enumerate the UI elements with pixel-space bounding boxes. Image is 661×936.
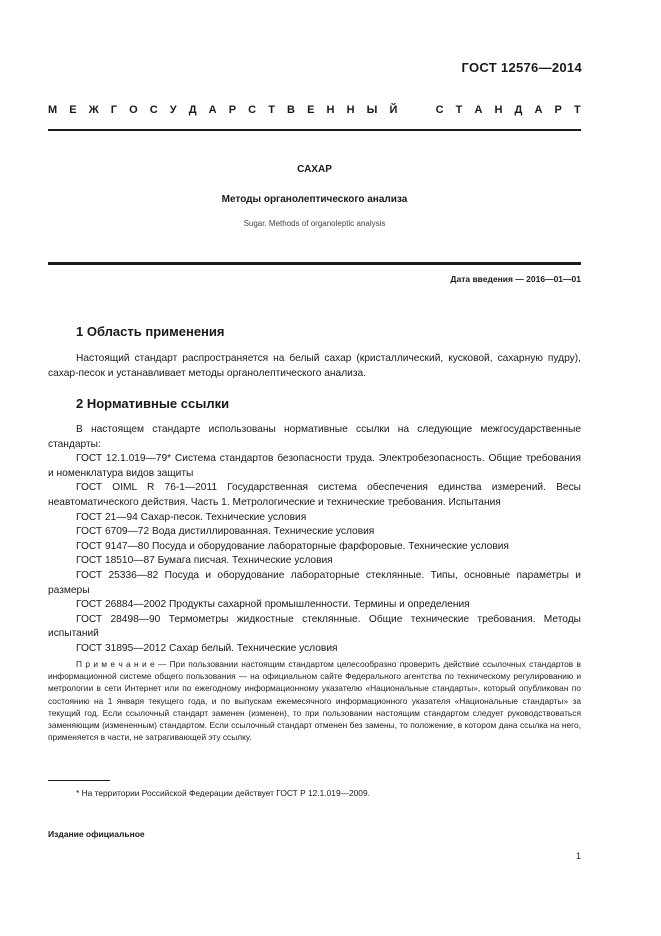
reference-item: ГОСТ 6709—72 Вода дистиллированная. Технические условия (76, 526, 375, 538)
banner-letter: Т (268, 104, 275, 116)
banner-letter: Г (110, 104, 117, 116)
banner-letter: Р (228, 104, 237, 116)
footnote-rule (48, 780, 110, 781)
banner-letter: В (287, 104, 295, 116)
banner-letter: Т (573, 104, 581, 116)
note-text: — При пользовании настоящим стандартом целесообразно проверить действие ссылочных стандартов в информационной системе общего пользования — на официальном сайте Федерального агентства по техническому регулированию и метрологии в сети Интернет или по ежегодному информационному указателю «Национальные стандарты», который опубликован по состоянию на 1 января текущего года, и по выпускам ежемесячного информационного указателя «Национальные стандарты» за текущий год. Если ссылочный стандарт заменен (изменен), то при пользовании настоящим стандартом следует руководствоваться заменяющим (измененным) стандартом. Если ссылочный стандарт отменен без замены, то положение, в котором дана ссылка на него, применяется в части, не затрагивающей эту ссылку. (48, 659, 581, 743)
reference-item: ГОСТ 28498—90 Термометры жидкостные стеклянные. Общие технические требования. Методы испытаний (48, 613, 581, 640)
reference-item: ГОСТ 21—94 Сахар-песок. Технические условия (76, 511, 307, 523)
section-1-heading: 1 Область применения (76, 324, 225, 339)
banner-letter: У (169, 104, 177, 116)
banner-gap (409, 104, 423, 116)
banner-letter: А (208, 104, 217, 116)
banner-letter: М (48, 104, 58, 116)
references-intro: В настоящем стандарте использованы нормативные ссылки на следующие межгосударственные стандарты: (48, 424, 581, 450)
scope-paragraph: Настоящий стандарт распространяется на белый сахар (кристаллический, кусковой, сахарную пудру), сахар-песок и устанавливает методы органолептического анализа. (48, 353, 581, 379)
document-subtitle: Методы органолептического анализа (221, 194, 408, 205)
banner-letter: С (149, 104, 158, 116)
official-edition-label: Издание официальное (48, 829, 145, 839)
banner-letter: А (534, 104, 543, 116)
note-paragraph (48, 658, 581, 743)
banner-letter: Е (69, 104, 77, 116)
banner-letter: Н (494, 104, 503, 116)
footnote: * На территории Российской Федерации действует ГОСТ Р 12.1.019—2009. (76, 788, 370, 798)
reference-item: ГОСТ 9147—80 Посуда и оборудование лабораторные фарфоровые. Технические условия (76, 540, 509, 552)
banner-letter: Н (346, 104, 355, 116)
banner-letter: Н (326, 104, 335, 116)
banner-letter: С (435, 104, 444, 116)
document-code: ГОСТ 12576—2014 (461, 60, 582, 75)
title-rule (48, 262, 581, 265)
note-label: П р и м е ч а н и е (76, 659, 155, 669)
banner-letter: А (474, 104, 483, 116)
reference-item: ГОСТ 12.1.019—79* Система стандартов безопасности труда. Электробезопасность. Общие требования и номенклатура видов защиты (48, 453, 581, 479)
page-number: 1 (575, 851, 581, 861)
banner-letter: О (129, 104, 138, 116)
reference-item: ГОСТ 31895—2012 Сахар белый. Технические условия (76, 642, 338, 654)
reference-item: ГОСТ 18510—87 Бумага писчая. Технические условия (76, 555, 333, 567)
banner-letter: Д (188, 104, 197, 116)
interstate-standard-banner (48, 104, 581, 116)
banner-letter: Ж (88, 104, 99, 116)
note-block (48, 658, 581, 743)
reference-item: ГОСТ 26884—2002 Продукты сахарной промышленности. Термины и определения (76, 599, 470, 611)
banner-letter: Т (455, 104, 463, 116)
english-title: Sugar. Methods of organoleptic analysis (243, 219, 386, 228)
introduction-date: Дата введения — 2016—01—01 (450, 274, 581, 284)
section-1-text (48, 352, 581, 381)
banner-letter: Д (514, 104, 523, 116)
banner-letter: Й (389, 104, 398, 116)
document-title: САХАР (297, 164, 332, 175)
header-rule (48, 129, 581, 131)
banner-letter: Е (307, 104, 315, 116)
banner-letter: Р (554, 104, 562, 116)
reference-item: ГОСТ OIML R 76-1—2011 Государственная система обеспечения единства измерений. Весы неавтоматического действия. Часть 1. Метрологические и технические требования. Испытания (48, 482, 581, 508)
banner-letter: С (248, 104, 257, 116)
references-list (48, 423, 581, 657)
reference-item: ГОСТ 25336—82 Посуда и оборудование лабораторные стеклянные. Типы, основные параметры и размеры (48, 569, 581, 596)
banner-letter: Ы (366, 104, 378, 116)
section-2-heading: 2 Нормативные ссылки (76, 396, 230, 411)
